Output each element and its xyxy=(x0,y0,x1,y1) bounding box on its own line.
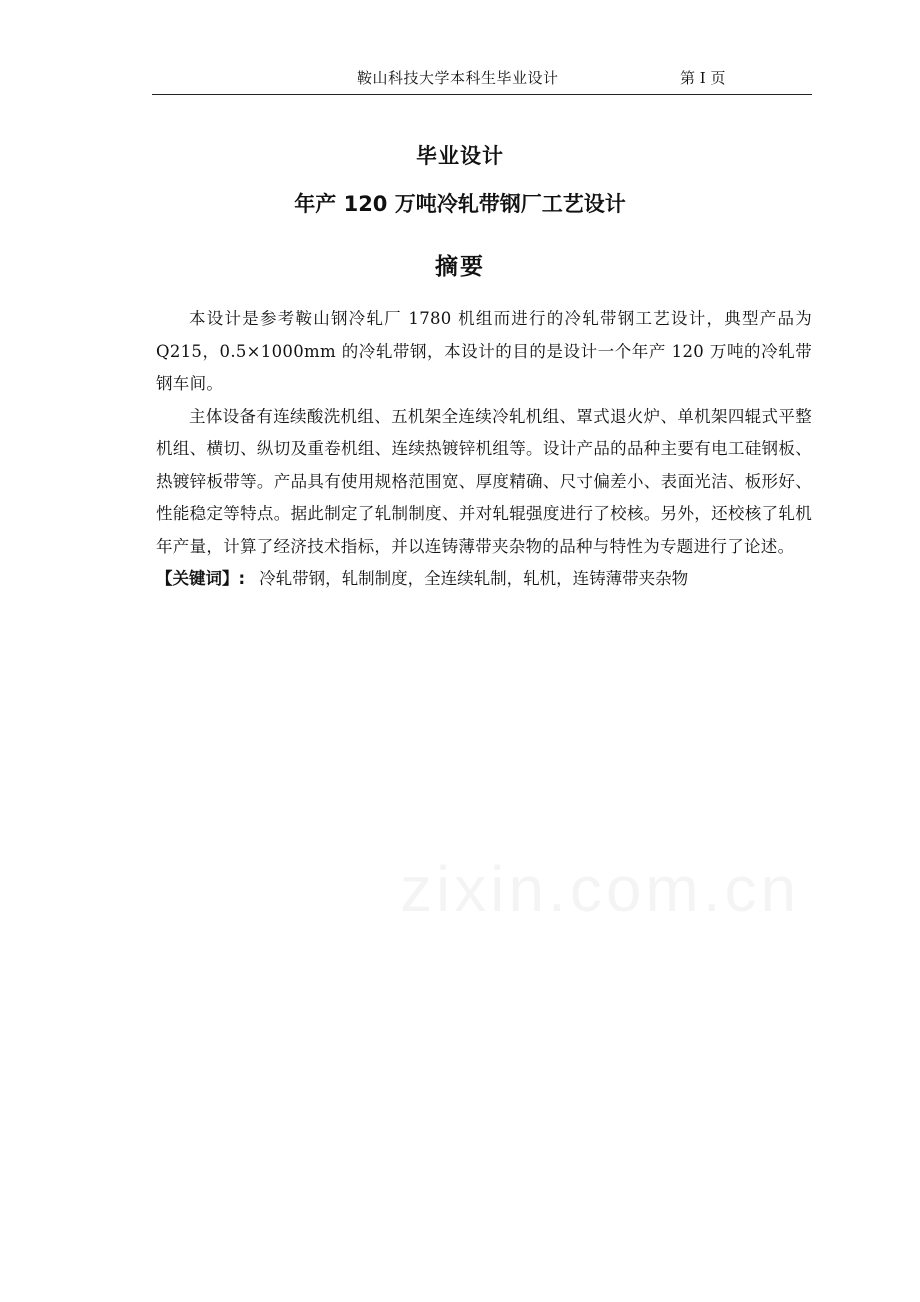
abstract-heading: 摘要 xyxy=(435,254,485,280)
watermark xyxy=(400,852,800,926)
page-number: 第 I 页 xyxy=(680,69,726,87)
keywords-label: 【关键词】: xyxy=(156,569,246,588)
document-type: 毕业设计 xyxy=(416,144,504,168)
abstract-paragraph-2: 主体设备有连续酸洗机组、五机架全连续冷轧机组、罩式退火炉、单机架四辊式平整机组、横切、纵切及重卷机组、连续热镀锌机组等。设计产品的品种主要有电工硅钢板、热镀锌板带等。产品具有使用规格范围宽、厚度精确、尺寸偏差小、表面光洁、板形好、性能稳定等特点。据此制定了轧制制度、并对轧辊强度进行了校核。另外，还校核了轧机年产量，计算了经济技术指标，并以连铸薄带夹杂物的品种与特性为专题进行了论述。 xyxy=(156,406,812,556)
keywords-line xyxy=(156,563,812,596)
abstract-paragraph-1: 本设计是参考鞍山钢冷轧厂 1780 机组而进行的冷轧带钢工艺设计，典型产品为 Q215，0.5×1000mm 的冷轧带钢，本设计的目的是设计一个年产 120 万吨的冷轧带钢车间。 xyxy=(156,309,812,393)
header-title: 鞍山科技大学本科生毕业设计 xyxy=(357,69,559,87)
page-header xyxy=(152,62,812,95)
abstract-body xyxy=(156,303,812,596)
document-title: 年产 120 万吨冷轧带钢厂工艺设计 xyxy=(294,192,626,216)
keywords-text: 冷轧带钢，轧制制度，全连续轧制，轧机，连铸薄带夹杂物 xyxy=(259,569,689,588)
